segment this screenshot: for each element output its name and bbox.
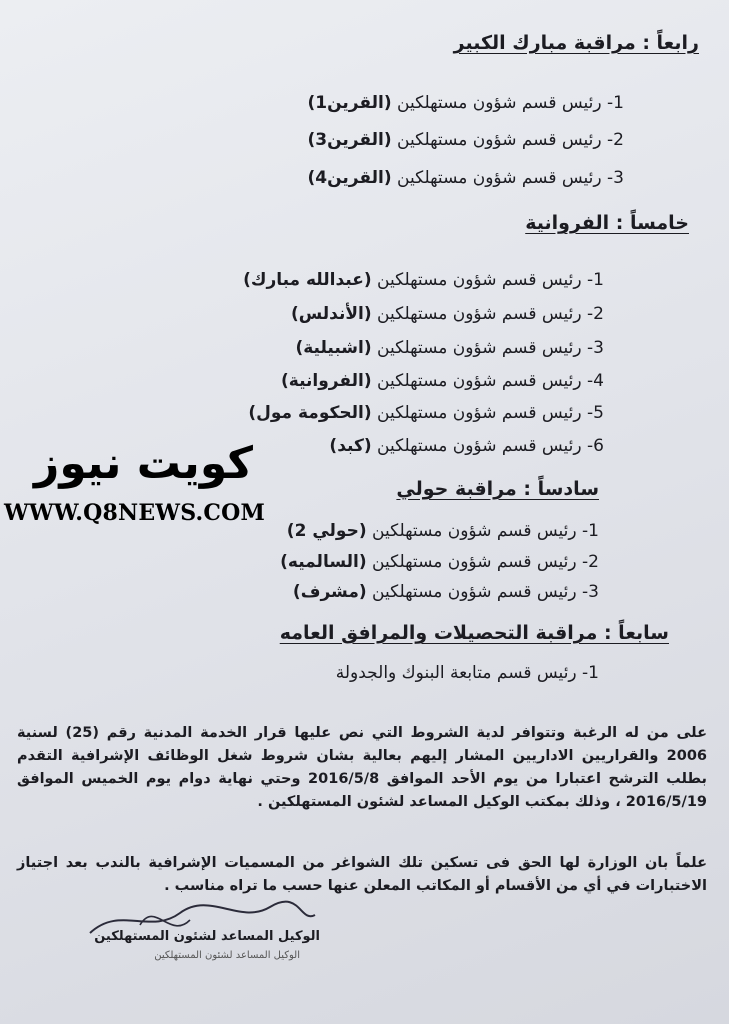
list-item: 1- رئيس قسم متابعة البنوك والجدولة (335, 663, 599, 683)
list-item: 1- رئيس قسم شؤون مستهلكين (القرين1) (307, 93, 624, 113)
conditions-paragraph: على من له الرغبة وتتوافر لدية الشروط التي نص عليها قرار الخدمة المدنية رقم (25) لسنية 2006 والقراريين الاداريين المشار إليهم بعالية بشان شروط شغل الوظائف الإشرافية التقدم بطلب الترشح اعتبارا من يوم الأحد الموافق 2016/5/8 وحتي نهاية دوام يوم الخميس الموافق 2016/5/19 ، وذلك بمكتب الوكيل المساعد لشئون المستهلكين . (17, 725, 707, 810)
list-item: 2- رئيس قسم شؤون مستهلكين (القرين3) (307, 130, 624, 150)
rights-paragraph: علماً بان الوزارة لها الحق فى تسكين تلك الشواغر من المسميات الإشرافية بالندب بعد اجتياز الاختبارات في أي من الأقسام أو المكاتب المعلن عنها حسب ما تراه مناسب . (17, 855, 707, 894)
watermark-url: WWW.Q8NEWS.COM (4, 500, 265, 526)
section-heading-7: سابعاً : مراقبة التحصيلات والمرافق العامه (279, 622, 669, 644)
list-item: 5- رئيس قسم شؤون مستهلكين (الحكومة مول) (248, 403, 604, 423)
list-item: 1- رئيس قسم شؤون مستهلكين (حولي 2) (286, 521, 599, 541)
list-item: 2- رئيس قسم شؤون مستهلكين (السالميه) (280, 552, 599, 572)
list-item: 3- رئيس قسم شؤون مستهلكين (مشرف) (292, 582, 599, 602)
list-item: 3- رئيس قسم شؤون مستهلكين (القرين4) (307, 168, 624, 188)
section-heading-5: خامساً : الفروانية (525, 212, 689, 234)
list-item: 4- رئيس قسم شؤون مستهلكين (الفروانية) (281, 371, 604, 391)
list-item: 6- رئيس قسم شؤون مستهلكين (كبد) (329, 436, 604, 456)
list-item: 3- رئيس قسم شؤون مستهلكين (اشبيلية) (295, 338, 604, 358)
signature-block (60, 895, 320, 985)
list-item: 2- رئيس قسم شؤون مستهلكين (الأندلس) (290, 304, 604, 324)
list-item: 1- رئيس قسم شؤون مستهلكين (عبدالله مبارك) (243, 270, 604, 290)
section-heading-4: رابعاً : مراقبة مبارك الكبير (453, 32, 699, 54)
signature-stamp: الوكيل المساعد لشئون المستهلكين (154, 950, 300, 961)
section-heading-6: سادساً : مراقبة حولي (396, 478, 599, 500)
watermark-arabic: كويت نيوز (34, 438, 253, 489)
signature-title: الوكيل المساعد لشئون المستهلكين (94, 929, 320, 944)
